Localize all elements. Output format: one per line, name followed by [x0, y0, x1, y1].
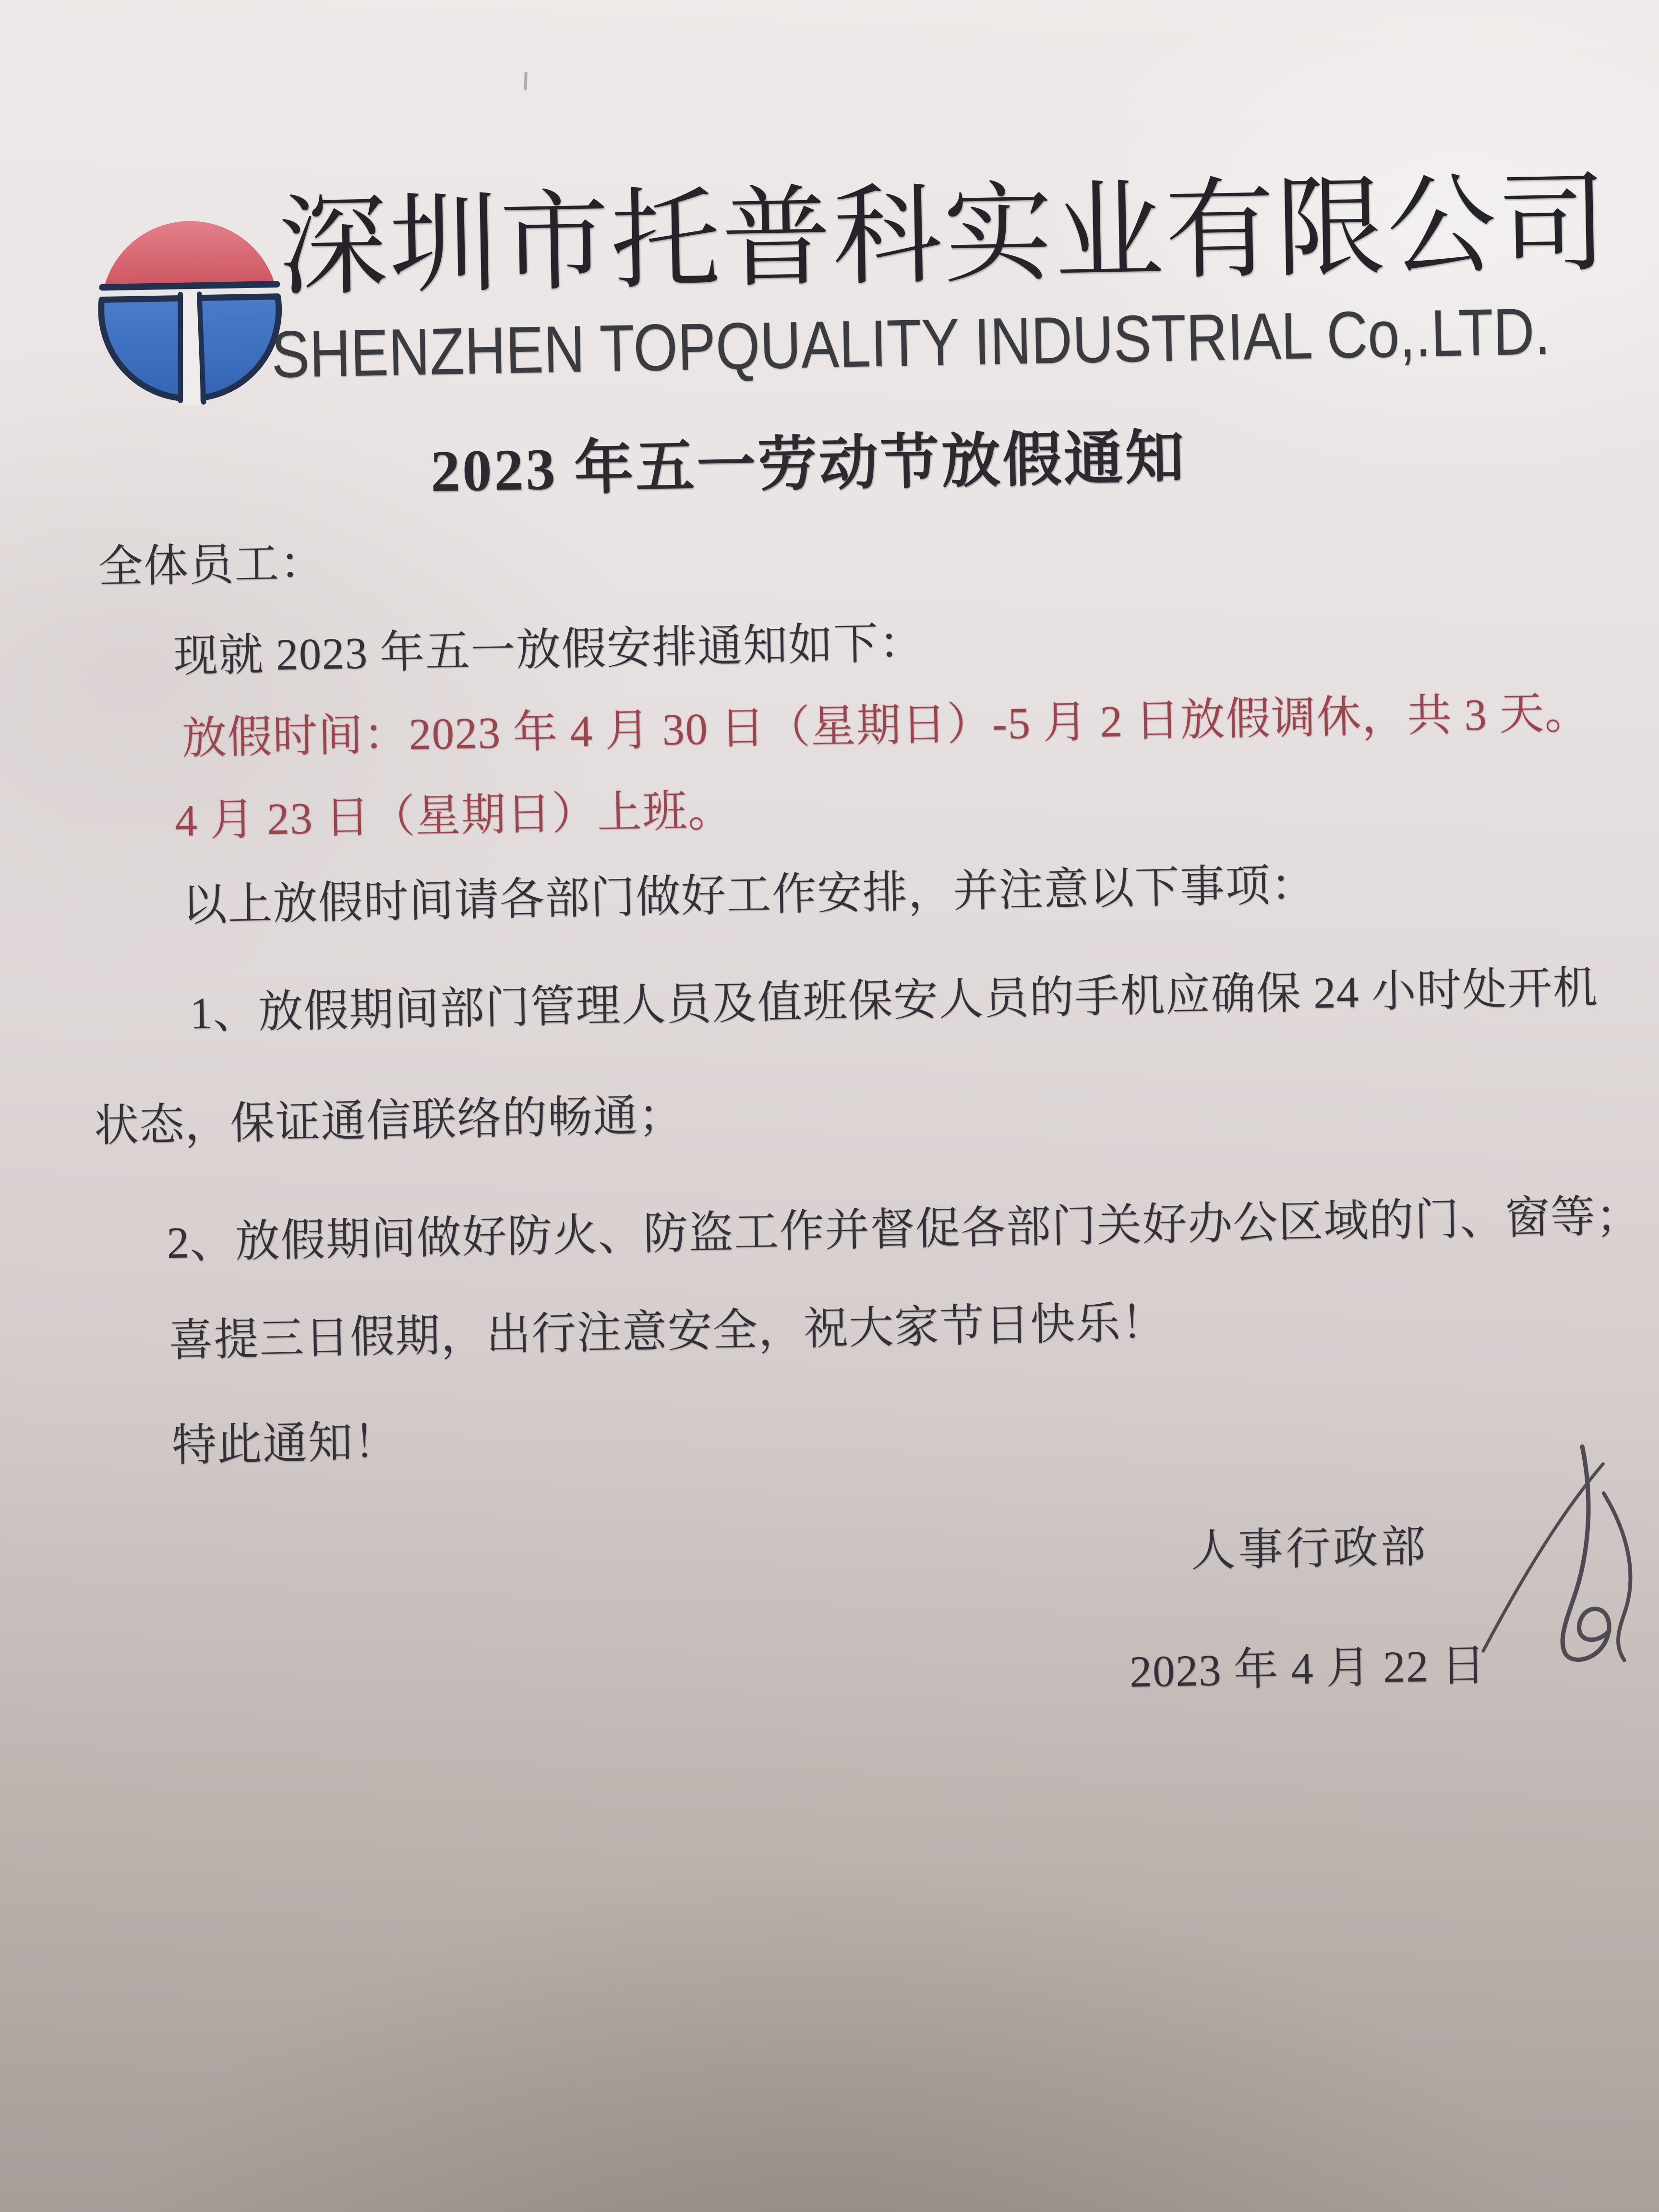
company-name-zh: 深圳市托普科实业有限公司: [277, 164, 1610, 310]
item-2-line: 2、放假期间做好防火、防盗工作并督促各部门关好办公区域的门、窗等；: [166, 1190, 1642, 1268]
notice-line: 以上放假时间请各部门做好工作安排，并注意以下事项：: [181, 859, 1317, 931]
conclusion-line: 特此通知！: [171, 1416, 399, 1471]
company-name-en: SHENZHEN TOPQUALITY INDUSTRIAL Co,.LTD.: [271, 293, 1551, 392]
salutation: 全体员工：: [97, 538, 325, 592]
company-logo-icon: [92, 212, 288, 408]
signoff-date: 2023 年 4 月 22 日: [1129, 1640, 1487, 1697]
signoff-department: 人事行政部: [1190, 1521, 1429, 1576]
item-1-line-1: 1、放假期间部门管理人员及值班保安人员的手机应确保 24 小时处开机: [189, 962, 1599, 1039]
holiday-time-line-2: 4 月 23 日（星期日）上班。: [174, 785, 734, 846]
holiday-time-line-1: 放假时间：2023 年 4 月 30 日（星期日）-5 月 2 日放假调休，共 3 天。: [181, 687, 1591, 764]
notice-title: 2023 年五一劳动节放假通知: [430, 424, 1187, 505]
intro-line: 现就 2023 年五一放假安排通知如下：: [173, 617, 925, 682]
wish-line: 喜提三日假期，出行注意安全，祝大家节日快乐！: [168, 1297, 1167, 1366]
item-1-line-2: 状态，保证通信联络的畅通；: [93, 1090, 685, 1152]
handwritten-signature: [1466, 1442, 1659, 1673]
stray-ink-mark: [524, 72, 527, 90]
